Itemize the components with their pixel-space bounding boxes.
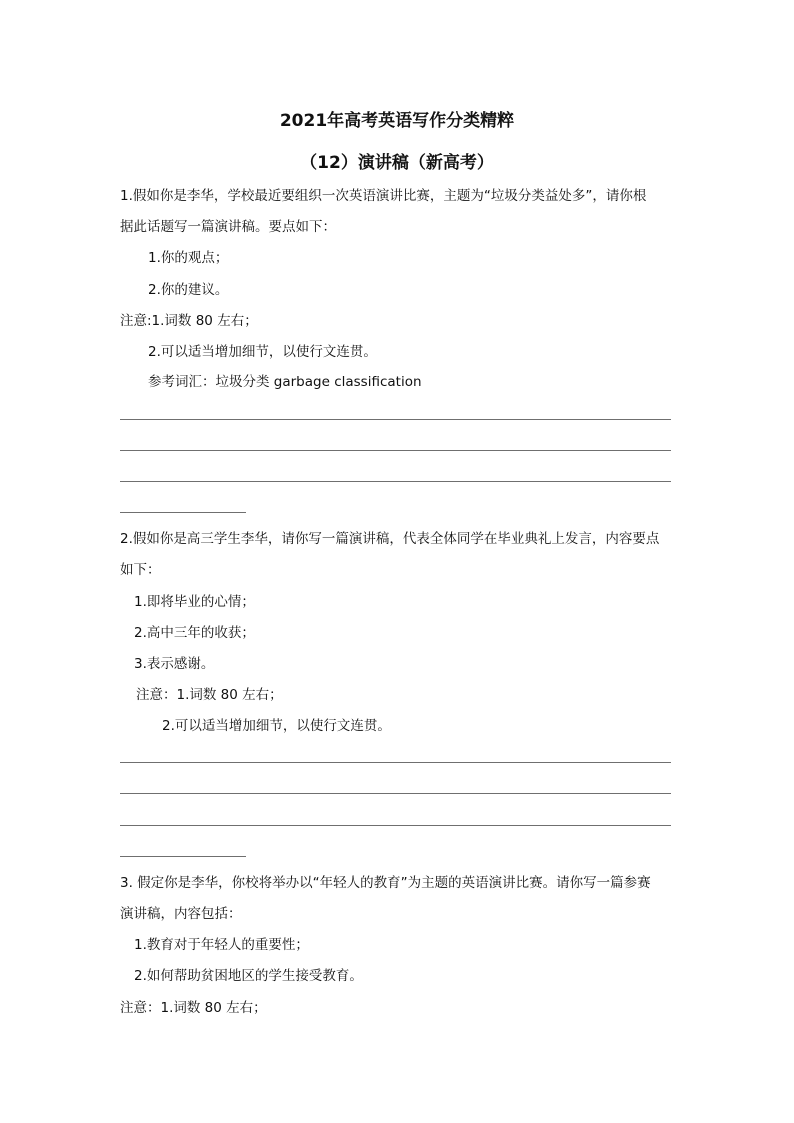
- q2-prompt-line-2: 如下：: [120, 562, 161, 578]
- answer-line: [120, 481, 671, 482]
- answer-line-short: [120, 512, 246, 513]
- q3-prompt-line-1: 3. 假定你是李华，你校将举办以“年轻人的教育”为主题的英语演讲比赛。请你写一篇参赛: [120, 875, 651, 891]
- q3-note-1: 注意：1.词数 80 左右；: [120, 1000, 267, 1016]
- q3-point-1: 1.教育对于年轻人的重要性；: [134, 937, 309, 953]
- answer-line-short: [120, 856, 246, 857]
- q1-note-1: 注意:1.词数 80 左右；: [120, 313, 258, 329]
- answer-line: [120, 825, 671, 826]
- q1-prompt-line-2: 据此话题写一篇演讲稿。要点如下：: [120, 219, 336, 235]
- q2-point-1: 1.即将毕业的心情；: [134, 594, 255, 610]
- answer-line: [120, 762, 671, 763]
- q2-point-3: 3.表示感谢。: [134, 656, 215, 672]
- document-subtitle: （12）演讲稿（新高考）: [300, 153, 494, 173]
- answer-line: [120, 450, 671, 451]
- q1-note-2: 2.可以适当增加细节，以使行文连贯。: [148, 344, 377, 360]
- answer-line: [120, 419, 671, 420]
- q3-prompt-line-2: 演讲稿，内容包括：: [120, 906, 242, 922]
- document-title: 2021年高考英语写作分类精粹: [279, 111, 515, 131]
- q2-prompt-line-1: 2.假如你是高三学生李华，请你写一篇演讲稿，代表全体同学在毕业典礼上发言，内容要点: [120, 531, 660, 547]
- q3-point-2: 2.如何帮助贫困地区的学生接受教育。: [134, 968, 363, 984]
- q2-note-1: 注意：1.词数 80 左右；: [136, 687, 283, 703]
- q1-vocab: 参考词汇：垃圾分类 garbage classification: [148, 374, 422, 390]
- q1-prompt-line-1: 1.假如你是李华，学校最近要组织一次英语演讲比赛，主题为“垃圾分类益处多”，请你根: [120, 188, 647, 204]
- q1-point-2: 2.你的建议。: [148, 282, 229, 298]
- q1-point-1: 1.你的观点；: [148, 250, 229, 266]
- q2-point-2: 2.高中三年的收获；: [134, 625, 255, 641]
- answer-line: [120, 793, 671, 794]
- q2-note-2: 2.可以适当增加细节，以使行文连贯。: [162, 718, 391, 734]
